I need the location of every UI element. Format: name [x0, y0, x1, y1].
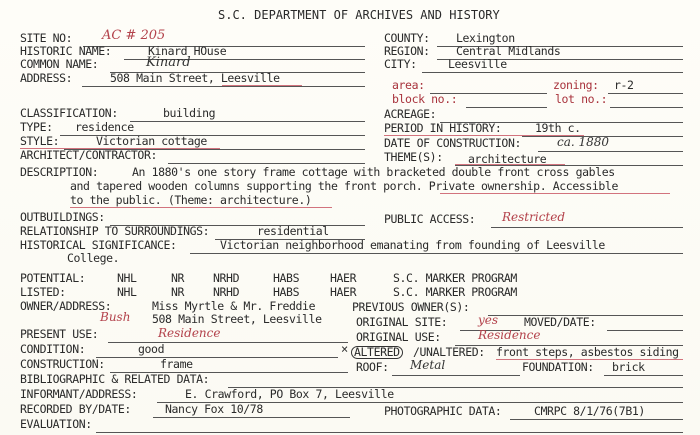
foundation-value: brick	[612, 360, 645, 374]
condition-label: CONDITION:	[20, 342, 86, 356]
area-label: area:	[392, 78, 425, 92]
description-red-underline-3	[70, 207, 332, 208]
condition-value: good	[138, 342, 165, 356]
altered-value: front steps, asbestos siding	[496, 345, 679, 359]
potential-nr[interactable]: NR	[171, 271, 185, 285]
construction-label: CONSTRUCTION:	[20, 357, 105, 371]
photographic-data-line	[510, 419, 683, 420]
classification-value: building	[163, 106, 216, 120]
block-no-line	[466, 107, 547, 108]
site-no-value: AC # 205	[102, 28, 166, 43]
block-no-label: block no.:	[392, 92, 458, 106]
recorded-by-label: RECORDED BY/DATE:	[20, 402, 131, 416]
style-value: Victorian cottage	[96, 134, 207, 148]
photographic-data-value: CMRPC 8/1/76(7B1)	[534, 404, 645, 418]
themes-value: architecture	[468, 152, 547, 166]
present-use-label: PRESENT USE:	[20, 327, 99, 341]
original-site-value: yes	[478, 313, 499, 327]
zoning-line	[608, 93, 683, 94]
altered-circled-label: ALTERED	[351, 346, 403, 359]
site-no-label: SITE NO:	[20, 31, 73, 45]
potential-label: POTENTIAL:	[20, 271, 86, 285]
informant-value: E. Crawford, PO Box 7, Leesville	[185, 387, 394, 401]
city-label: CITY:	[384, 57, 417, 71]
historical-significance-line	[190, 253, 683, 254]
listed-haer[interactable]: HAER	[330, 285, 357, 299]
owner-line-1: Miss Myrtle & Mr. Freddie	[152, 299, 316, 313]
acreage-label: ACREAGE:	[384, 107, 437, 121]
zoning-value: r-2	[614, 78, 634, 92]
listed-sc-marker[interactable]: S.C. MARKER PROGRAM	[393, 285, 517, 299]
recorded-by-value: Nancy Fox 10/78	[165, 402, 263, 416]
city-value: Leesville	[448, 57, 507, 71]
historical-significance-label: HISTORICAL SIGNIFICANCE:	[20, 238, 177, 252]
foundation-line	[604, 375, 683, 376]
themes-label: THEME(S):	[384, 150, 443, 164]
architect-label: ARCHITECT/CONTRACTOR:	[20, 148, 157, 162]
listed-label: LISTED:	[20, 285, 66, 299]
moved-date-label: MOVED/DATE:	[524, 315, 596, 329]
form-title: S.C. DEPARTMENT OF ARCHIVES AND HISTORY	[218, 8, 500, 22]
classification-label: CLASSIFICATION:	[20, 106, 118, 120]
roof-label: ROOF:	[356, 360, 389, 374]
recorded-by-line	[153, 417, 350, 418]
address-line	[82, 86, 365, 87]
period-value: 19th c.	[535, 121, 581, 135]
relationship-label: RELATIONSHIP TO SURROUNDINGS:	[20, 224, 210, 238]
original-site-label: ORIGINAL SITE:	[356, 315, 448, 329]
informant-label: INFORMANT/ADDRESS:	[20, 387, 138, 401]
owner-line-2: 508 Main Street, Leesville	[152, 312, 322, 326]
historic-name-value: Kinard HOuse	[148, 44, 227, 58]
description-label: DESCRIPTION:	[20, 165, 99, 179]
present-use-value: Residence	[158, 326, 221, 340]
potential-habs[interactable]: HABS	[273, 271, 300, 285]
bibliographic-label: BIBLIOGRAPHIC & RELATED DATA:	[20, 372, 210, 386]
style-label: STYLE:	[20, 134, 60, 148]
description-red-underline-2	[440, 193, 670, 194]
county-value: Lexington	[456, 31, 515, 45]
common-name-label: COMMON NAME:	[20, 57, 99, 71]
potential-nrhd[interactable]: NRHD	[213, 271, 240, 285]
outbuildings-label: OUTBUILDINGS:	[20, 210, 105, 224]
listed-habs[interactable]: HABS	[273, 285, 300, 299]
period-label: PERIOD IN HISTORY:	[384, 121, 502, 135]
photographic-data-label: PHOTOGRAPHIC DATA:	[384, 404, 502, 418]
owner-line-1-handwritten: Bush	[100, 310, 131, 324]
potential-haer[interactable]: HAER	[330, 271, 357, 285]
historic-name-label: HISTORIC NAME:	[20, 44, 112, 58]
classification-line	[130, 121, 365, 122]
public-access-value: Restricted	[502, 210, 566, 224]
listed-nrhd[interactable]: NRHD	[213, 285, 240, 299]
construction-value: frame	[160, 357, 193, 371]
date-construction-label: DATE OF CONSTRUCTION:	[384, 136, 521, 150]
address-red-underline	[222, 85, 302, 86]
public-access-label: PUBLIC ACCESS:	[384, 212, 476, 226]
public-access-line	[491, 227, 683, 228]
description-line-2: and tapered wooden columns supporting the front porch. Private ownership. Accessible	[70, 179, 618, 193]
listed-nr[interactable]: NR	[171, 285, 185, 299]
description-line-3: to the public. (Theme: architecture.)	[70, 193, 312, 207]
city-line	[422, 72, 683, 73]
historical-significance-line-1: Victorian neighborhood emanating from founding of Leesville	[220, 238, 605, 252]
evaluation-label: EVALUATION:	[20, 417, 92, 431]
lot-no-line	[610, 107, 683, 108]
unaltered-label: /UNALTERED:	[413, 345, 485, 359]
common-name-value: Kinard	[146, 55, 191, 70]
zoning-label: zoning:	[553, 78, 599, 92]
potential-sc-marker[interactable]: S.C. MARKER PROGRAM	[393, 271, 517, 285]
address-label: ADDRESS:	[20, 71, 73, 85]
lot-no-label: lot no.:	[555, 92, 608, 106]
original-use-value: Residence	[478, 328, 541, 342]
condition-line	[96, 357, 338, 358]
original-use-label: ORIGINAL USE:	[356, 330, 441, 344]
previous-owners-label: PREVIOUS OWNER(S):	[352, 300, 470, 314]
listed-nhl[interactable]: NHL	[117, 285, 137, 299]
architect-line	[168, 163, 365, 164]
address-value: 508 Main Street, Leesville	[110, 71, 280, 85]
type-label: TYPE:	[20, 120, 53, 134]
potential-nhl[interactable]: NHL	[117, 271, 137, 285]
description-line-1: An 1880's one story frame cottage with bracketed double front cross gables	[132, 165, 615, 179]
region-value: Central Midlands	[456, 44, 561, 58]
foundation-label: FOUNDATION:	[522, 360, 594, 374]
date-construction-line	[538, 151, 683, 152]
altered-check-mark: ×	[341, 342, 348, 356]
evaluation-line	[96, 432, 683, 433]
region-label: REGION:	[384, 44, 430, 58]
historical-significance-line-2: College.	[67, 251, 120, 265]
county-label: COUNTY:	[384, 31, 430, 45]
owner-address-label: OWNER/ADDRESS:	[20, 299, 112, 313]
roof-line	[392, 375, 520, 376]
type-value: residence	[75, 120, 134, 134]
moved-date-line	[607, 330, 683, 331]
date-construction-value: ca. 1880	[557, 135, 610, 149]
relationship-value: residential	[257, 224, 329, 238]
roof-value: Metal	[410, 358, 446, 372]
